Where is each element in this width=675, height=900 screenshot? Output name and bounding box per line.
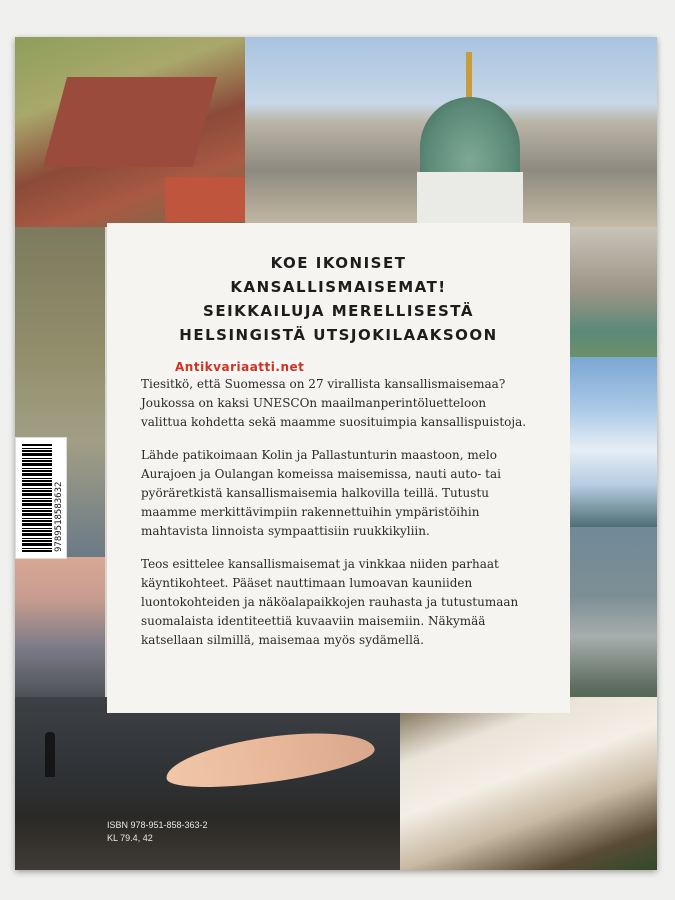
church-photo xyxy=(15,37,245,227)
description-panel xyxy=(107,223,570,713)
lake-water xyxy=(163,723,377,797)
isbn-number: ISBN 978-951-858-363-2 xyxy=(107,820,208,830)
book-back-cover xyxy=(15,37,657,870)
cloud-sky-photo xyxy=(570,357,657,527)
heading-line: KANSALLISMAISEMAT! xyxy=(230,278,447,296)
description-paragraph: Tiesitkö, että Suomessa on 27 virallista kansallismaisemaa? Joukossa on kaksi UNESCOn maailmanperintöluetteloon valittua kohdetta sekä maamme suosituimpia kansallispuistoja. xyxy=(141,377,527,429)
heading-line: SEIKKAILUJA MERELLISESTÄ xyxy=(203,302,474,320)
barcode xyxy=(15,437,67,559)
description-paragraph: Teos esittelee kansallismaisemat ja vinkkaa niiden parhaat käyntikohteet. Pääset nauttimaan lumoavan kauniiden luontokohteiden ja näköalapaikkojen rauhasta ja tutustumaan suomalaista identiteettiä kuvaaviin maisemiin. Näkymää katsellaan silmillä, maisemaa myös sydämellä. xyxy=(141,557,519,647)
watermark-text: Antikvariaatti.net xyxy=(175,360,305,374)
barcode-bars xyxy=(22,444,52,552)
cathedral-dome xyxy=(420,97,520,177)
barcode-digits: 9789518583632 xyxy=(54,481,64,552)
library-class: KL 79.4, 42 xyxy=(107,833,153,843)
cover-heading xyxy=(141,251,536,347)
description-paragraph: Lähde patikoimaan Kolin ja Pallastunturin maastoon, melo Aurajoen ja Oulangan komeissa maisemissa, nauti auto- tai pyöräretkistä kansallismaisemia halkovilla teillä. Tutustu maamme merkittävimpiin rakennettuihin ympäristöihin mahtavista linnoista sympaattisiin ruukkikyliin. xyxy=(141,448,501,538)
heading-line: KOE IKONISET xyxy=(270,254,407,272)
dusk-fell-photo xyxy=(15,557,105,697)
rapids-photo xyxy=(400,697,657,870)
heading-line: HELSINGISTÄ UTSJOKILAAKSOON xyxy=(179,326,498,344)
city-roofs-photo xyxy=(570,227,657,357)
cathedral-cross xyxy=(466,52,472,97)
church-roof-lower xyxy=(165,177,245,222)
cathedral-drum xyxy=(417,172,523,227)
church-roof xyxy=(43,77,217,167)
isbn-block xyxy=(107,819,208,845)
helsinki-cathedral-photo xyxy=(245,37,657,227)
hiker-silhouette xyxy=(45,732,55,777)
